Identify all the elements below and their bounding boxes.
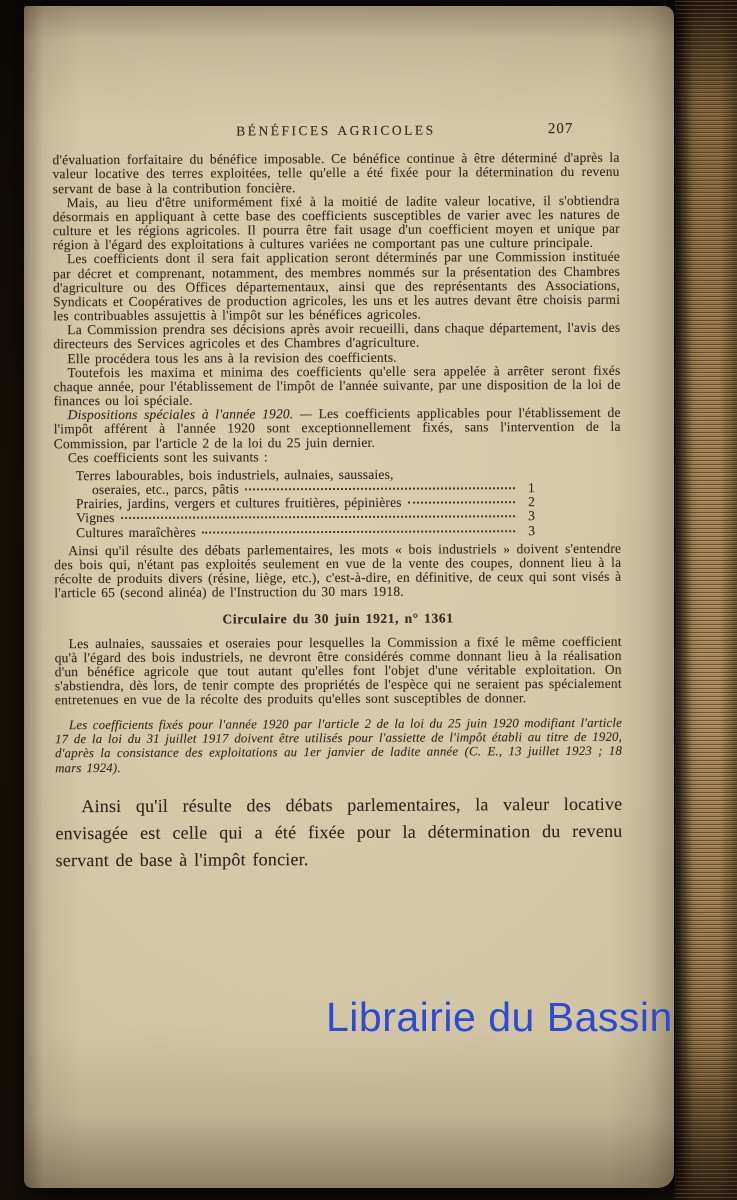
- watermark: Librairie du Bassin: [326, 994, 673, 1040]
- row-value: 3: [528, 522, 536, 538]
- table-row: [76, 524, 535, 540]
- closing-paragraph: Ainsi qu'il résulte des débats parlementaires, la valeur locative envisagée est celle qui a été fixée pour la détermination du revenu servant de base à l'impôt foncier.: [55, 793, 623, 871]
- row-label: Prairies, jardins, vergers et cultures fruitières, pépinières: [75, 495, 402, 512]
- paragraph: Ces coefficients sont les suivants :: [67, 449, 268, 465]
- case-law-excerpt: Les coefficients fixés pour l'année 1920 par l'article 2 de la loi du 25 juin 1920 modifiant l'article 17 de la loi du 31 juillet 1917 doivent être utilisés pour l'assiette de l'impôt établi au titre de 1920, d'après la consistance des exploitations au 1er janvier de ladite année (C. E., 13 juillet 1923 ; 18 mars 1924).: [55, 715, 623, 775]
- page-text-block: [52, 120, 623, 874]
- paragraph: Mais, au lieu d'être uniformément fixé à la moitié de ladite valeur locative, il s'obtiendra désormais en appliquant à cette base des coefficients susceptibles de varier avec les natures de culture et les régions agricoles. Il pourra être fait usage d'un coefficient moyen et unique par région à l'égard des exploitations à cultures variées ne comportant pas une culture principale.: [52, 192, 620, 253]
- paragraph: Les coefficients dont il sera fait application seront déterminés par une Commission instituée par décret et comprenant, notamment, des membres nommés sur la présentation des Chambres d'agriculture ou des Offices départementaux, ainsi que des représentants des Associations, Syndicats et Coopératives de production agricoles, les uns et les autres devant être choisis parmi les contribuables assujettis à l'impôt sur les bénéfices agricoles.: [52, 249, 621, 324]
- row-label: oseraies, etc., parcs, pâtis: [91, 481, 239, 498]
- row-label: Vignes: [76, 510, 115, 526]
- dot-leader: [202, 530, 515, 533]
- dot-leader: [408, 502, 515, 504]
- row-label: Terres labourables, bois industriels, aulnaies, saussaies,: [75, 466, 394, 484]
- paragraph-text: Les coefficients applicables pour l'établissement de l'impôt afférent à l'année 1920 sont exceptionnellement fixés, sans l'intervention de la Commission, par l'article 2 de la loi du 25 juin dernier.: [53, 405, 621, 451]
- running-header-title: BÉNÉFICES AGRICOLES: [236, 122, 436, 139]
- book-fore-edge: [675, 0, 737, 1200]
- paragraph: Ainsi qu'il résulte des débats parlementaires, les mots « bois industriels » doivent s'entendre des bois qui, n'étant pas exploités seulement en vue de la vente des coupes, donnent lieu à la récolte de produits divers (résine, liège, etc.), c'est-à-dire, en définitive, de ceux qui sont visés à l'article 65 (second alinéa) de l'Instruction du 30 mars 1918.: [54, 540, 622, 601]
- row-value: 2: [528, 494, 536, 510]
- paragraph: Toutefois les maxima et minima des coefficients qu'elle sera appelée à arrêter seront fixés chaque année, pour l'établissement de l'impôt de l'année suivante, par une disposition de la loi de finances ou loi spéciale.: [53, 362, 621, 409]
- page-number: 207: [547, 120, 574, 138]
- row-value: 1: [527, 480, 535, 496]
- row-value: 3: [528, 508, 536, 524]
- paragraph: Les aulnaies, saussaies et oseraies pour lesquelles la Commission a fixé le même coefficient qu'à l'égard des bois industriels, ne devront être considérés comme donnant lieu à la réalisation d'un bénéfice agricole que tout autant qu'elles font l'objet d'une véritable exploitation. On s'abstiendra, dès lors, de tenir compte des propriétés de l'espèce qui ne seraient pas spécialement entretenues en vue de la récolte des produits qu'elles sont susceptibles de donner.: [54, 633, 622, 708]
- paragraph: d'évaluation forfaitaire du bénéfice imposable. Ce bénéfice continue à être déterminé d'après la valeur locative des terres exploitées, telle qu'elle a été fixée pour la détermination du revenu servant de base à la contribution foncière.: [52, 149, 620, 196]
- row-label: Cultures maraîchères: [76, 524, 197, 540]
- coefficients-table: [76, 467, 535, 540]
- circular-heading: Circulaire du 30 juin 1921, n° 1361: [222, 609, 454, 627]
- running-header: [52, 120, 619, 140]
- paragraph: [54, 406, 621, 451]
- paragraph-lead-italic: Dispositions spéciales à l'année 1920. —: [67, 406, 313, 423]
- paragraph: Elle procédera tous les ans à la revision des coefficients.: [67, 349, 397, 366]
- dot-leader: [245, 487, 515, 490]
- dot-leader: [121, 516, 515, 520]
- paragraph: La Commission prendra ses décisions après avoir recueilli, dans chaque département, l'avis des directeurs des Services agricoles et des Chambres d'agriculture.: [53, 319, 621, 352]
